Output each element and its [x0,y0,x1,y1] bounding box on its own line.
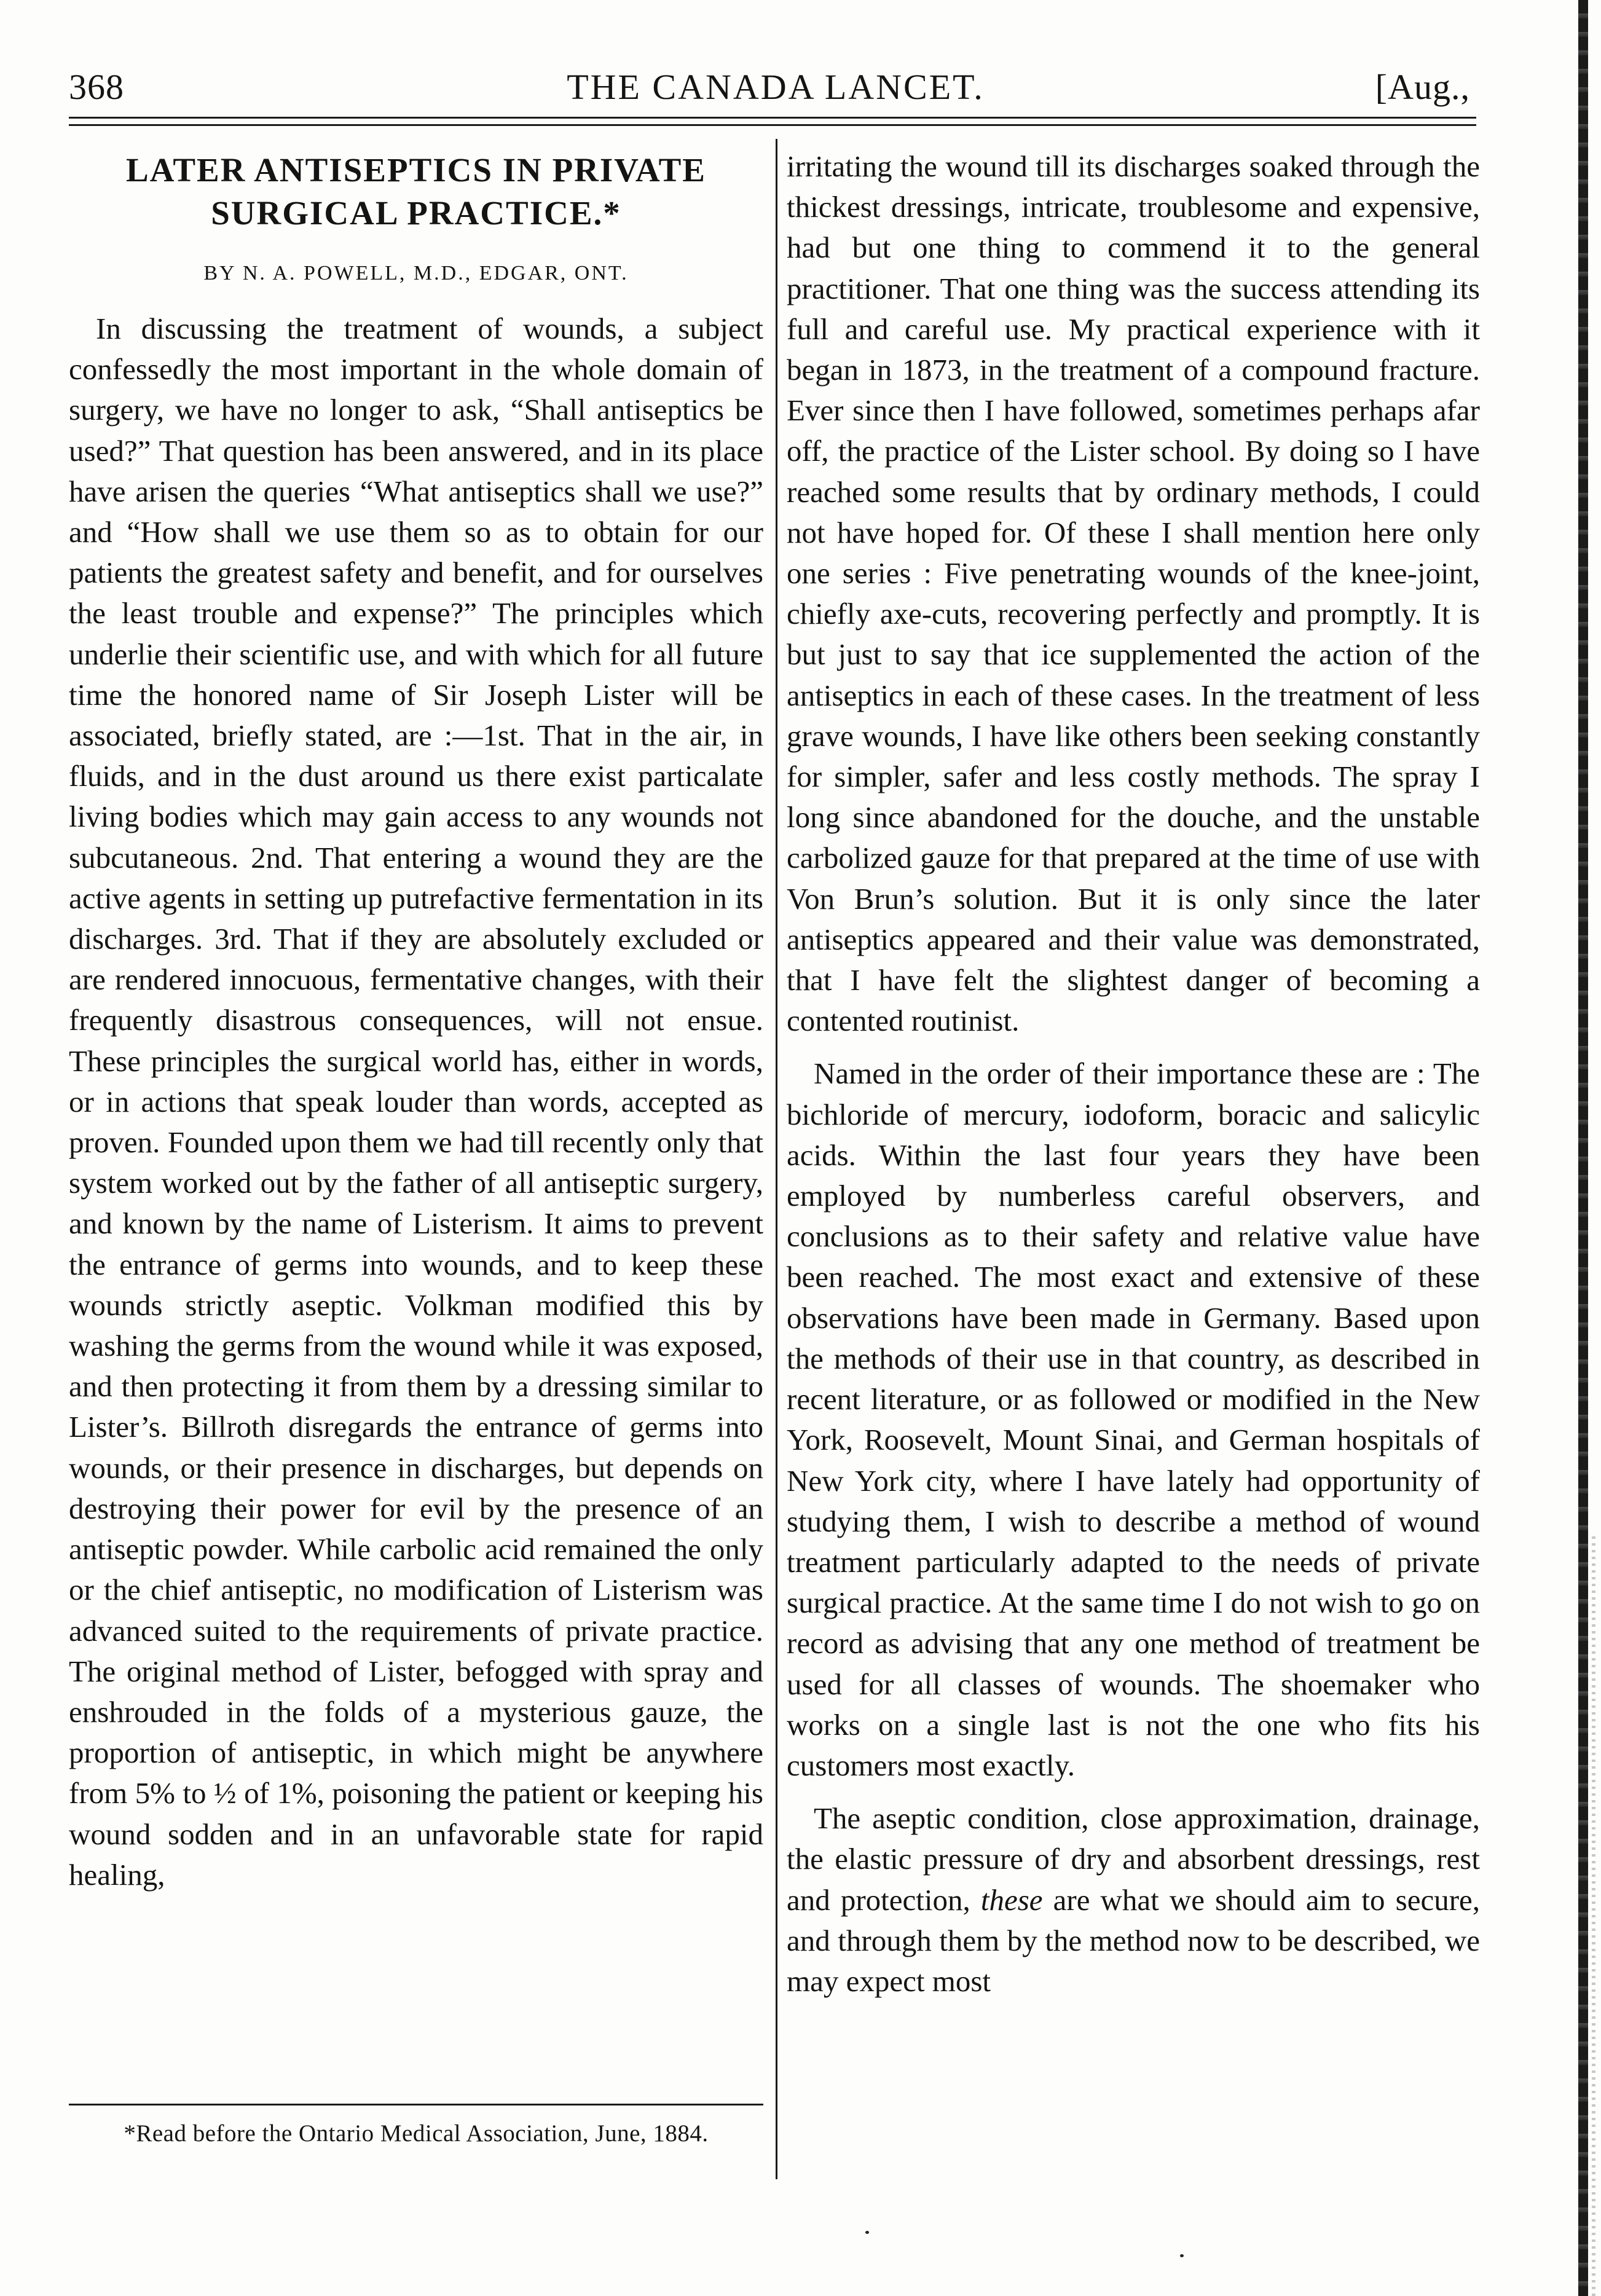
body-paragraph [787,1798,1480,2002]
author-byline: BY N. A. POWELL, M.D., EDGAR, ONT. [203,262,629,285]
ink-speck [865,2231,869,2234]
header-rule-bottom [69,124,1476,126]
right-column [787,146,1480,2002]
footnote-rule [69,2104,763,2105]
header-rule-top [69,117,1476,119]
article-title: LATER ANTISEPTICS IN PRIVATE SURGICAL PRACTICE.* [126,151,706,232]
binding-edge [1578,0,1588,2296]
paragraph-text: The aseptic condition, close approximation, drainage, the elastic pressure of dry and absorbent dressings, rest and protection, [787,1801,1480,1917]
running-head [69,66,1482,116]
column-divider [776,139,777,2179]
body-paragraph: Named in the order of their importance these are : The bichloride of mercury, iodoform, boracic and salicylic acids. Within the last four years they have been employed by numberless careful observers, and conclusions as to their safety and relative value have been reached. The most exact and extensive of these observations have been made in Germany. Based upon the methods of their use in that country, as described in recent literature, or as followed or modified in the New York, Roosevelt, Mount Sinai, and German hospitals of New York city, where I have lately had opportunity of studying them, I wish to describe a method of wound treatment particularly adapted to the needs of private surgical practice. At the same time I do not wish to go on record as advising that any one method of treatment be used for all classes of wounds. The shoemaker who works on a single last is not the one who fits his customers most exactly. [787,1056,1480,1782]
emphasized-word: these [980,1882,1043,1917]
body-paragraph-continued: irritating the wound till its discharges soaked through the thickest dressings, intricate, troublesome and expensive, had but one thing to commend it to the general practitioner. That one thing was the success attending its full and careful use. My practical experience with it began in 1873, in the treatment of a compound fracture. Ever since then I have followed, sometimes perhaps afar off, the practice of the Lister school. By doing so I have reached some results that by ordinary methods, I could not have hoped for. Of these I shall mention here only one series : Five penetrating wounds of the knee-joint, chiefly axe-cuts, recovering perfectly and promptly. It is but just to say that ice supplemented the action of the antiseptics in each of these cases. In the treatment of less grave wounds, I have like others been seeking constantly for simpler, safer and less costly methods. The spray I long since abandoned for the douche, and the unstable carbolized gauze for that prepared at the time of use with Von Brun’s solution. But it is only since the later antiseptics appeared and their value was demonstrated, that I have felt the slightest danger of becoming a contented routinist. [787,149,1480,1038]
page-number: 368 [69,67,124,107]
issue-month: [Aug., [1375,67,1470,107]
left-column [69,146,763,1895]
binding-edge-shadow [1592,1536,1595,2296]
footnote: *Read before the Ontario Medical Association, June, 1884. [124,2120,709,2147]
journal-title: THE CANADA LANCET. [567,67,985,107]
paragraph-text: are what we should aim to secure, and through them by the method now to be described, we may expect most [787,1882,1481,1998]
body-paragraph: In discussing the treatment of wounds, a subject confessedly the most important in the whole domain of surgery, we have no longer to ask, “Shall antiseptics be used?” That question has been answered, and in its place have arisen the queries “What antiseptics shall we use?” and “How shall we use them so as to obtain for our patients the greatest safety and benefit, and for ourselves the least trouble and expense?” The principles which underlie their scientific use, and with which for all future time the honored name of Sir Joseph Lister will be associated, briefly stated, are :—1st. That in the air, in fluids, and in the dust around us there exist particalate living bodies which may gain access to any wounds not subcutaneous. 2nd. That entering a wound they are the active agents in setting up putrefactive fermentation in its discharges. 3rd. That if they are absolutely excluded or are rendered innocuous, fermentative changes, with their frequently disastrous consequences, will not ensue. These principles the surgical world has, either in words, or in actions that speak louder than words, accepted as proven. Founded upon them we had till recently only that system worked out by the father of all antiseptic surgery, and known by the name of Listerism. It aims to prevent the entrance of germs into wounds, and to keep these wounds strictly aseptic. Volkman modified this by washing the germs from the wound while it was exposed, and then protecting it from them by a dressing similar to Lister’s. Billroth disregards the entrance of germs into wounds, or their presence in discharges, but depends on destroying their power for evil by the presence of an antiseptic powder. While carbolic acid remained the only or the chief antiseptic, no modification of Listerism was advanced suited to the requirements of private practice. The original method of Lister, befogged with spray and enshrouded in the folds of a mysterious gauze, the proportion of antiseptic, in which might be anywhere from 5% to ½ of 1%, poisoning the patient or keeping his wound sodden and in an unfavorable state for rapid healing, [69,312,763,1892]
ink-speck [1180,2254,1184,2257]
